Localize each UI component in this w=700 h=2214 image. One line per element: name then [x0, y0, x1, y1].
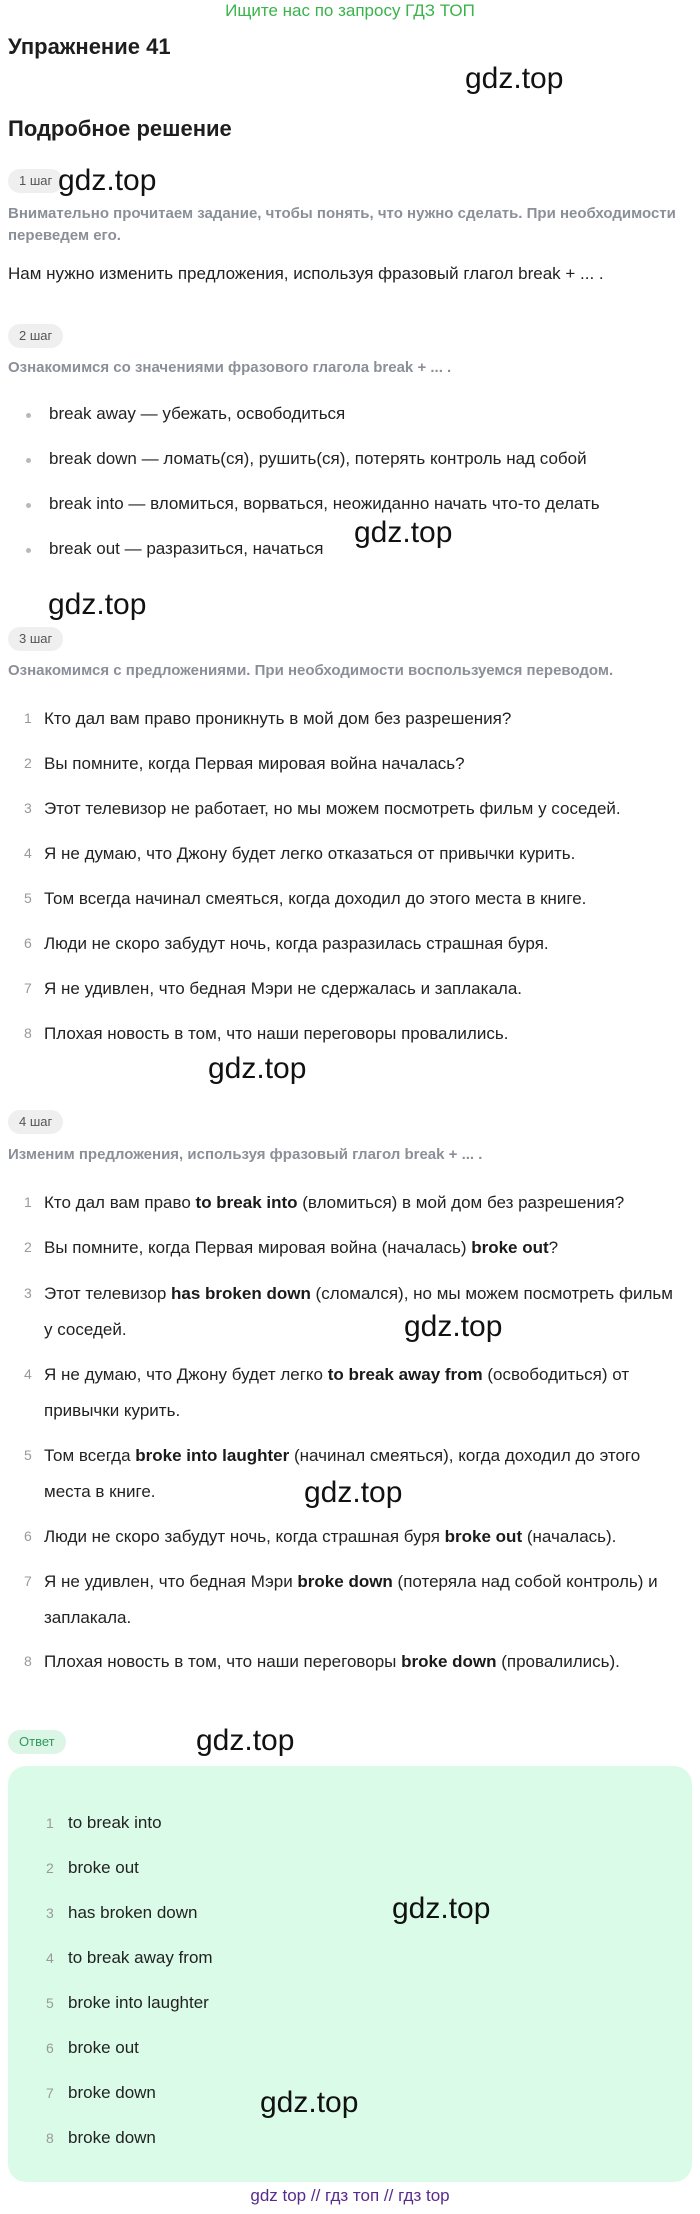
- step-4-note: Изменим предложения, используя фразовый глагол break + ... .: [8, 1146, 483, 1163]
- watermark: gdz.top: [58, 164, 157, 197]
- step-2-badge: 2 шаг: [8, 324, 63, 348]
- item-text: Плохая новость в том, что наши переговоры провалились.: [44, 1024, 509, 1043]
- answer-text: broke out: [68, 2038, 139, 2057]
- step-3-note: Ознакомимся с предложениями. При необходимости воспользуемся переводом.: [8, 662, 614, 679]
- item-text: Кто дал вам право to break into (вломиться) в мой дом без разрешения?: [44, 1193, 625, 1212]
- phrasal-verb: to break into: [195, 1193, 298, 1212]
- item-text: Вы помните, когда Первая мировая война (началась) broke out?: [44, 1238, 559, 1257]
- step-4-badge: 4 шаг: [8, 1110, 63, 1134]
- watermark: gdz.top: [304, 1476, 403, 1509]
- item-number: 5: [24, 1447, 32, 1463]
- answer-text: broke into laughter: [68, 1993, 209, 2012]
- watermark: gdz.top: [465, 62, 564, 95]
- answer-text: broke out: [68, 1858, 139, 1877]
- footer-links: [0, 2186, 700, 2206]
- list-item-text: break down — ломать(ся), рушить(ся), потерять контроль над собой: [49, 449, 587, 468]
- item-number: 4: [46, 1950, 54, 1966]
- phrasal-verb: broke out: [471, 1238, 549, 1257]
- item-number: 7: [46, 2085, 54, 2101]
- item-number: 1: [46, 1815, 54, 1831]
- item-text: Плохая новость в том, что наши переговоры broke down (провалились).: [44, 1652, 620, 1671]
- footer-link[interactable]: gdz top: [250, 2186, 307, 2205]
- item-number: 4: [24, 1366, 32, 1382]
- item-number: 1: [24, 710, 32, 726]
- item-text: Люди не скоро забудут ночь, когда разразилась страшная буря.: [44, 934, 549, 953]
- answer-badge: Ответ: [8, 1730, 66, 1754]
- item-text: Вы помните, когда Первая мировая война началась?: [44, 754, 465, 773]
- bullet-dot: [26, 548, 31, 553]
- item-text: Я не думаю, что Джону будет легко to break away from (освободиться) от привычки курить.: [44, 1365, 630, 1420]
- search-hint-link[interactable]: Ищите нас по запросу ГДЗ ТОП: [225, 1, 475, 20]
- footer-separator: //: [310, 2186, 321, 2205]
- item-text: Я не удивлен, что бедная Мэри broke down (потеряла над собой контроль) и заплакала.: [44, 1572, 658, 1627]
- item-number: 6: [46, 2040, 54, 2056]
- list-item-text: break out — разразиться, начаться: [49, 539, 324, 558]
- item-text: Я не удивлен, что бедная Мэри не сдержалась и заплакала.: [44, 979, 523, 998]
- item-number: 4: [24, 845, 32, 861]
- phrasal-verb: broke down: [401, 1652, 497, 1671]
- list-item-text: break away — убежать, освободиться: [49, 404, 346, 423]
- item-number: 8: [24, 1025, 32, 1041]
- item-text: Этот телевизор не работает, но мы можем посмотреть фильм у соседей.: [44, 799, 621, 818]
- item-number: 2: [46, 1860, 54, 1876]
- phrasal-verb: broke down: [297, 1572, 393, 1591]
- watermark: gdz.top: [260, 2086, 359, 2119]
- step-2-note: Ознакомимся со значениями фразового глагола break + ... .: [8, 359, 452, 376]
- answer-text: has broken down: [68, 1903, 198, 1922]
- bullet-dot: [26, 413, 31, 418]
- solution-heading: Подробное решение: [8, 116, 232, 141]
- item-text: Том всегда broke into laughter (начинал смеяться), когда доходил до этого места в книге.: [44, 1446, 641, 1501]
- step-1-badge: 1 шаг: [8, 169, 63, 193]
- phrasal-verb: to break away from: [327, 1365, 483, 1384]
- item-number: 8: [46, 2130, 54, 2146]
- item-number: 7: [24, 980, 32, 996]
- footer-link[interactable]: гдз топ: [325, 2186, 380, 2205]
- item-number: 7: [24, 1573, 32, 1589]
- item-number: 3: [24, 800, 32, 816]
- answer-text: broke down: [68, 2083, 156, 2102]
- item-text: Этот телевизор has broken down (сломался), но мы можем посмотреть фильм у соседей.: [44, 1284, 673, 1339]
- phrasal-verb: broke into laughter: [135, 1446, 290, 1465]
- step-3-badge: 3 шаг: [8, 627, 63, 651]
- item-text: Люди не скоро забудут ночь, когда страшная буря broke out (началась).: [44, 1527, 617, 1546]
- item-number: 3: [24, 1285, 32, 1301]
- bullet-dot: [26, 458, 31, 463]
- item-number: 6: [24, 1528, 32, 1544]
- answer-text: broke down: [68, 2128, 156, 2147]
- step-1-text: Нам нужно изменить предложения, используя фразовый глагол break + ... .: [8, 264, 604, 283]
- item-text: Я не думаю, что Джону будет легко отказаться от привычки курить.: [44, 844, 576, 863]
- watermark: gdz.top: [404, 1310, 503, 1343]
- answer-text: to break into: [68, 1813, 162, 1832]
- item-text: Том всегда начинал смеяться, когда доходил до этого места в книге.: [44, 889, 587, 908]
- phrasal-verb: broke out: [444, 1527, 523, 1546]
- item-number: 5: [24, 890, 32, 906]
- item-number: 8: [24, 1653, 32, 1669]
- watermark: gdz.top: [196, 1724, 295, 1757]
- footer-link[interactable]: гдз top: [398, 2186, 450, 2205]
- watermark: gdz.top: [48, 588, 147, 621]
- answer-text: to break away from: [68, 1948, 213, 1967]
- item-number: 5: [46, 1995, 54, 2011]
- page-title: Упражнение 41: [8, 34, 171, 59]
- watermark: gdz.top: [354, 516, 453, 549]
- list-item-text: break into — вломиться, ворваться, неожиданно начать что-то делать: [49, 494, 600, 513]
- watermark: gdz.top: [208, 1052, 307, 1085]
- item-text: Кто дал вам право проникнуть в мой дом без разрешения?: [44, 709, 512, 728]
- footer-separator: //: [383, 2186, 394, 2205]
- item-number: 1: [24, 1194, 32, 1210]
- item-number: 2: [24, 755, 32, 771]
- watermark: gdz.top: [392, 1892, 491, 1925]
- phrasal-verb: has broken down: [171, 1284, 311, 1303]
- bullet-dot: [26, 503, 31, 508]
- item-number: 3: [46, 1905, 54, 1921]
- item-number: 2: [24, 1239, 32, 1255]
- step-1-note: Внимательно прочитаем задание, чтобы понять, что нужно сделать. При необходимости переведем его.: [8, 205, 676, 244]
- item-number: 6: [24, 935, 32, 951]
